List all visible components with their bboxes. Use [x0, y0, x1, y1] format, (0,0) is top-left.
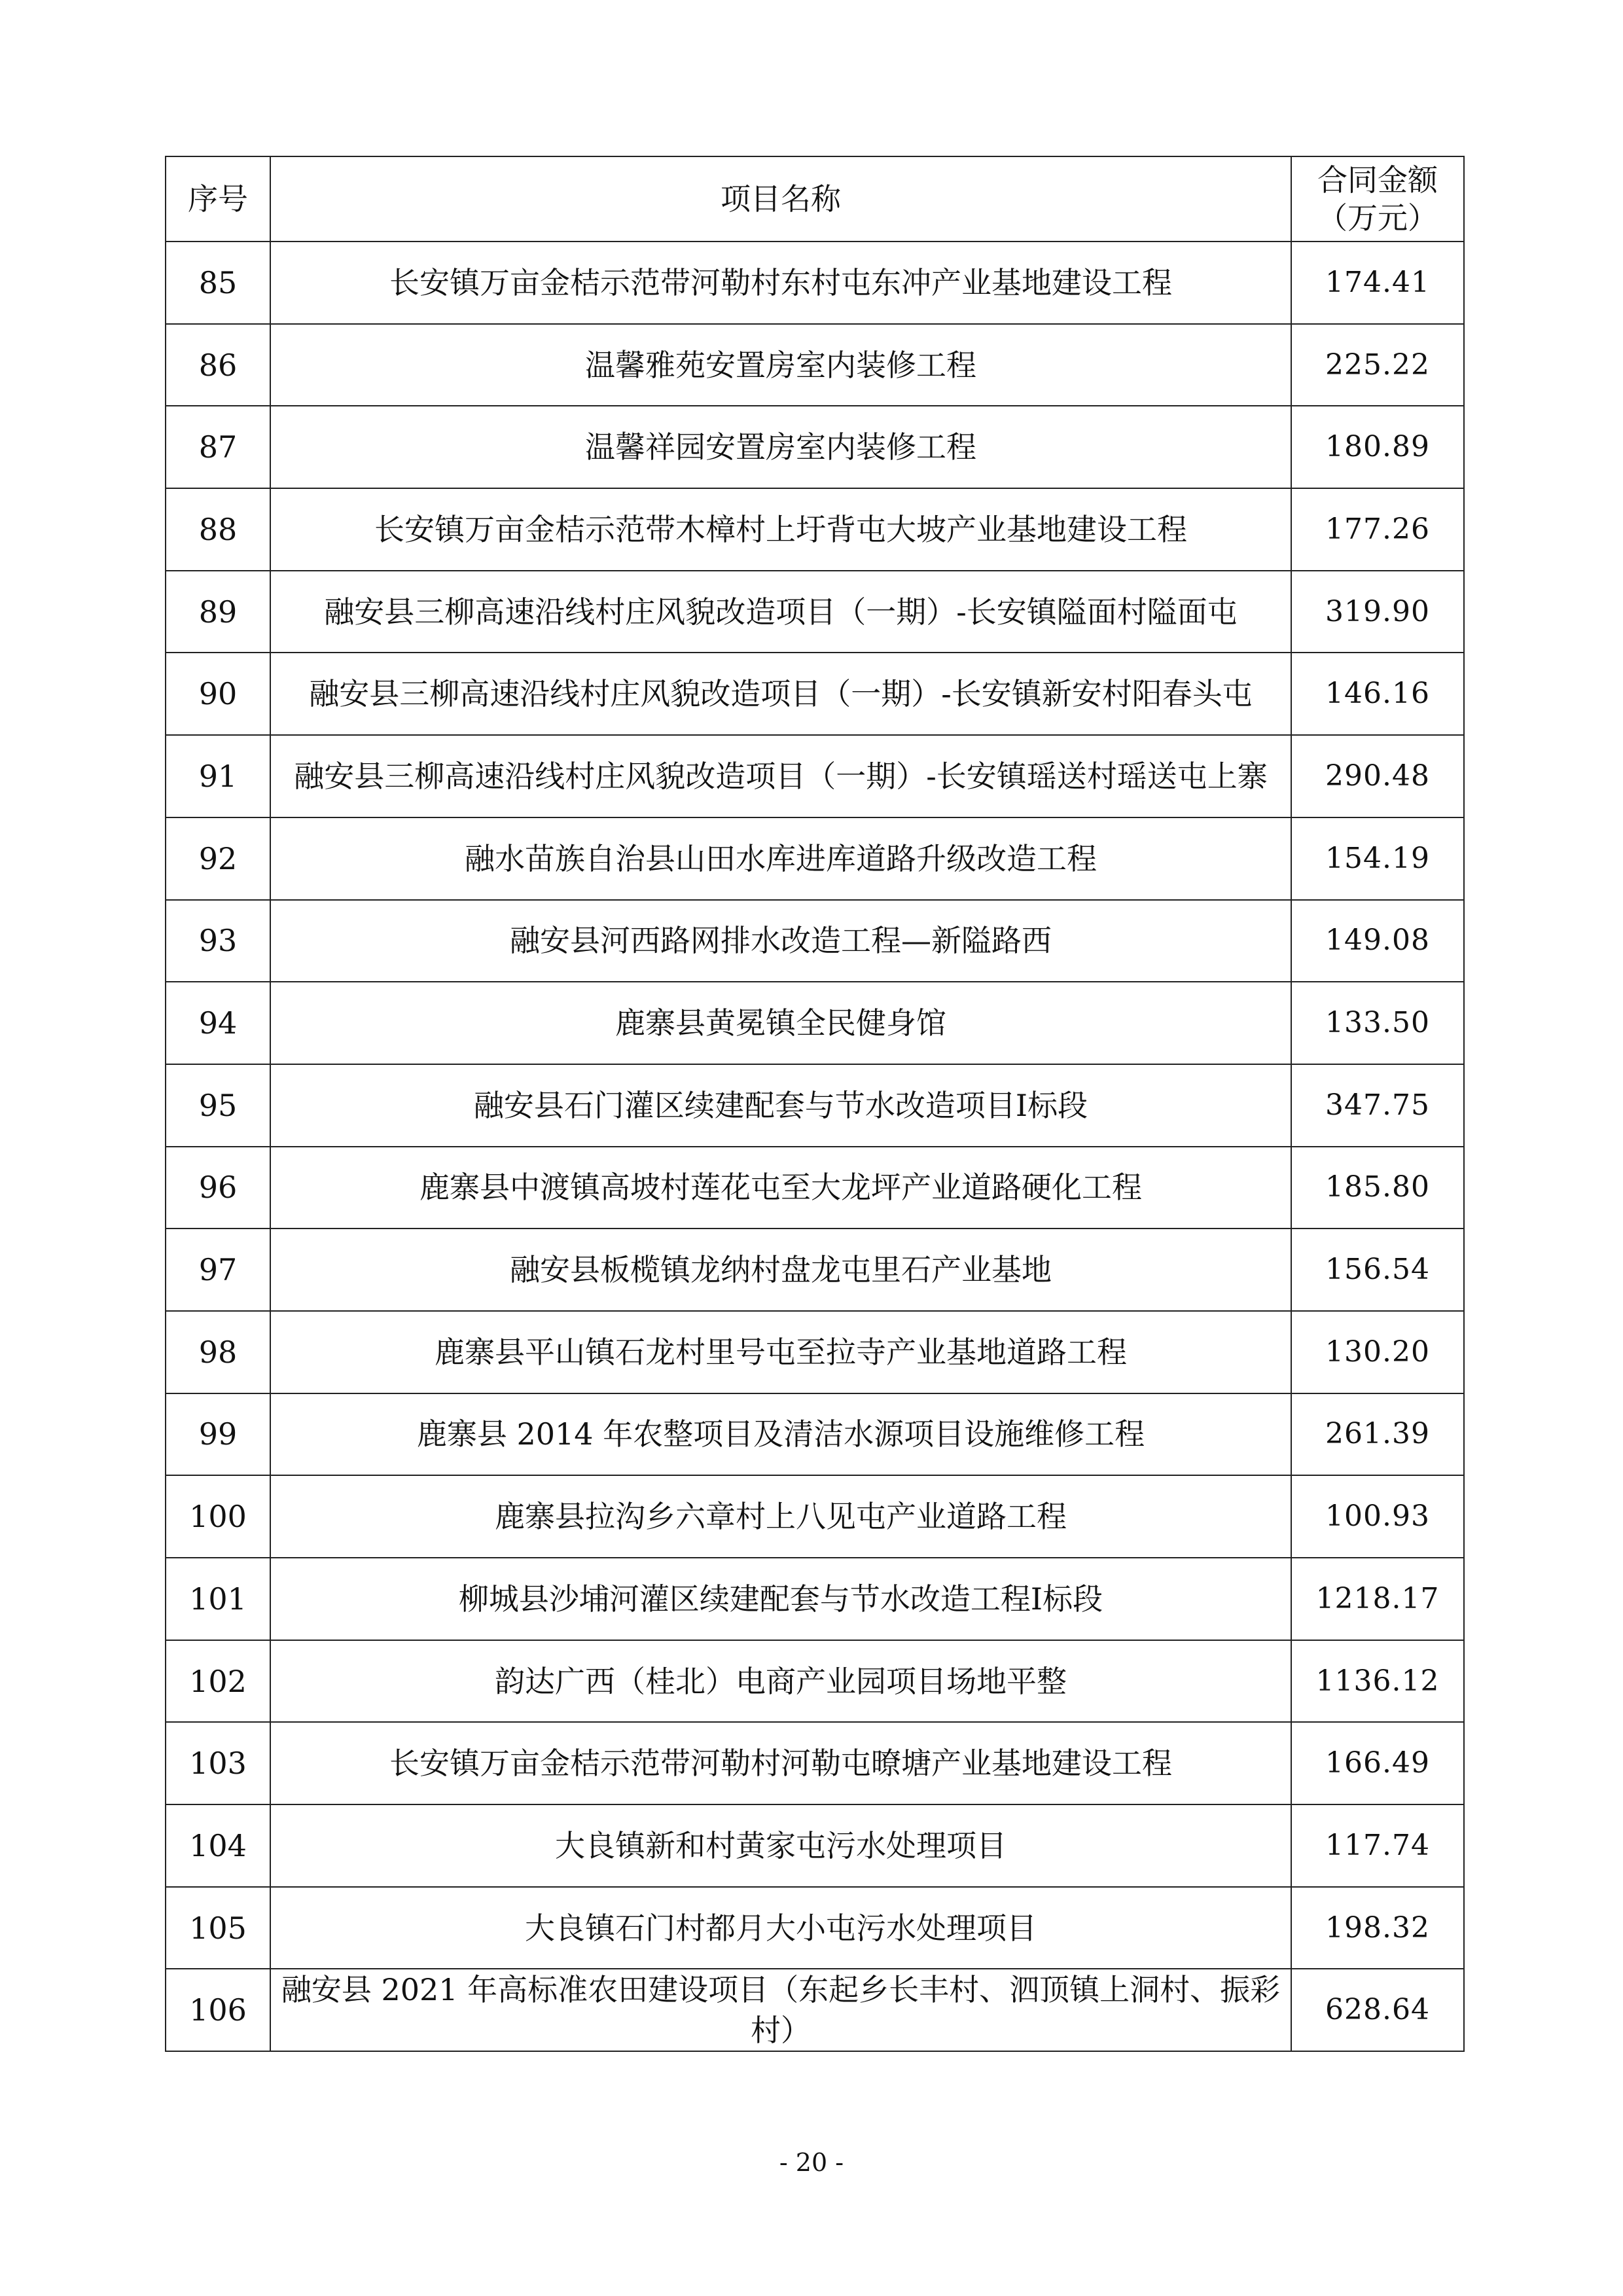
- cell-seq: 91: [166, 735, 270, 817]
- cell-seq: 90: [166, 653, 270, 735]
- table-header-row: [166, 156, 1464, 242]
- cell-project-name: 长安镇万亩金桔示范带木樟村上圩背屯大坡产业基地建设工程: [270, 488, 1291, 571]
- page-number: - 20 -: [779, 2148, 844, 2177]
- cell-project-name: 鹿寨县拉沟乡六章村上八见屯产业道路工程: [270, 1475, 1291, 1558]
- table-row: [166, 900, 1464, 982]
- table-body: [166, 242, 1464, 2051]
- cell-contract-amount: 130.20: [1291, 1311, 1464, 1393]
- cell-contract-amount: 117.74: [1291, 1804, 1464, 1887]
- cell-project-name: 融安县河西路网排水改造工程—新隘路西: [270, 900, 1291, 982]
- cell-seq: 97: [166, 1229, 270, 1311]
- table-row: [166, 1064, 1464, 1147]
- cell-project-name: 鹿寨县中渡镇高坡村莲花屯至大龙坪产业道路硬化工程: [270, 1147, 1291, 1229]
- table-row: [166, 1558, 1464, 1640]
- cell-seq: 87: [166, 406, 270, 488]
- cell-contract-amount: 225.22: [1291, 324, 1464, 406]
- cell-project-name: 融安县石门灌区续建配套与节水改造项目Ⅰ标段: [270, 1064, 1291, 1147]
- cell-seq: 100: [166, 1475, 270, 1558]
- cell-contract-amount: 319.90: [1291, 571, 1464, 653]
- cell-seq: 94: [166, 982, 270, 1064]
- cell-contract-amount: 149.08: [1291, 900, 1464, 982]
- cell-project-name: 融安县 2021 年高标准农田建设项目（东起乡长丰村、泗顶镇上洞村、振彩村）: [270, 1969, 1291, 2051]
- cell-project-name: 融水苗族自治县山田水库进库道路升级改造工程: [270, 817, 1291, 900]
- cell-seq: 86: [166, 324, 270, 406]
- cell-project-name: 长安镇万亩金桔示范带河勒村河勒屯暸塘产业基地建设工程: [270, 1722, 1291, 1804]
- cell-seq: 95: [166, 1064, 270, 1147]
- table-row: [166, 982, 1464, 1064]
- cell-seq: 99: [166, 1393, 270, 1476]
- table-row: [166, 653, 1464, 735]
- cell-contract-amount: 1218.17: [1291, 1558, 1464, 1640]
- header-contract-amount: 合同金额（万元）: [1291, 156, 1464, 242]
- cell-project-name: 融安县板榄镇龙纳村盘龙屯里石产业基地: [270, 1229, 1291, 1311]
- header-project-name: 项目名称: [270, 156, 1291, 242]
- table-row: [166, 571, 1464, 653]
- cell-project-name: 融安县三柳高速沿线村庄风貌改造项目（一期）-长安镇新安村阳春头屯: [270, 653, 1291, 735]
- cell-seq: 93: [166, 900, 270, 982]
- cell-contract-amount: 156.54: [1291, 1229, 1464, 1311]
- table-row: [166, 1804, 1464, 1887]
- cell-contract-amount: 146.16: [1291, 653, 1464, 735]
- cell-project-name: 韵达广西（桂北）电商产业园项目场地平整: [270, 1640, 1291, 1723]
- cell-project-name: 融安县三柳高速沿线村庄风貌改造项目（一期）-长安镇隘面村隘面屯: [270, 571, 1291, 653]
- cell-contract-amount: 198.32: [1291, 1887, 1464, 1969]
- cell-seq: 88: [166, 488, 270, 571]
- table-row: [166, 1887, 1464, 1969]
- table-row: [166, 488, 1464, 571]
- cell-seq: 104: [166, 1804, 270, 1887]
- table-row: [166, 1722, 1464, 1804]
- cell-seq: 98: [166, 1311, 270, 1393]
- cell-project-name: 温馨雅苑安置房室内装修工程: [270, 324, 1291, 406]
- cell-contract-amount: 177.26: [1291, 488, 1464, 571]
- cell-seq: 96: [166, 1147, 270, 1229]
- table-row: [166, 324, 1464, 406]
- cell-seq: 89: [166, 571, 270, 653]
- cell-seq: 105: [166, 1887, 270, 1969]
- table-row: [166, 1475, 1464, 1558]
- cell-seq: 102: [166, 1640, 270, 1723]
- project-contract-table: [165, 156, 1465, 2052]
- cell-contract-amount: 154.19: [1291, 817, 1464, 900]
- table-row: [166, 1311, 1464, 1393]
- cell-project-name: 鹿寨县黄冕镇全民健身馆: [270, 982, 1291, 1064]
- table-row: [166, 1640, 1464, 1723]
- cell-seq: 85: [166, 242, 270, 324]
- cell-seq: 106: [166, 1969, 270, 2051]
- header-seq: 序号: [166, 156, 270, 242]
- table-row: [166, 1147, 1464, 1229]
- table-row: [166, 1393, 1464, 1476]
- cell-project-name: 鹿寨县 2014 年农整项目及清洁水源项目设施维修工程: [270, 1393, 1291, 1476]
- cell-contract-amount: 261.39: [1291, 1393, 1464, 1476]
- cell-contract-amount: 133.50: [1291, 982, 1464, 1064]
- cell-project-name: 鹿寨县平山镇石龙村里号屯至拉寺产业基地道路工程: [270, 1311, 1291, 1393]
- cell-seq: 101: [166, 1558, 270, 1640]
- cell-contract-amount: 347.75: [1291, 1064, 1464, 1147]
- cell-project-name: 融安县三柳高速沿线村庄风貌改造项目（一期）-长安镇瑶送村瑶送屯上寨: [270, 735, 1291, 817]
- cell-contract-amount: 185.80: [1291, 1147, 1464, 1229]
- cell-contract-amount: 100.93: [1291, 1475, 1464, 1558]
- cell-contract-amount: 174.41: [1291, 242, 1464, 324]
- cell-project-name: 温馨祥园安置房室内装修工程: [270, 406, 1291, 488]
- table-row: [166, 1229, 1464, 1311]
- table-row: [166, 406, 1464, 488]
- cell-seq: 92: [166, 817, 270, 900]
- cell-project-name: 大良镇石门村都月大小屯污水处理项目: [270, 1887, 1291, 1969]
- table-row: [166, 1969, 1464, 2051]
- table-row: [166, 242, 1464, 324]
- cell-project-name: 长安镇万亩金桔示范带河勒村东村屯东冲产业基地建设工程: [270, 242, 1291, 324]
- cell-seq: 103: [166, 1722, 270, 1804]
- cell-contract-amount: 1136.12: [1291, 1640, 1464, 1723]
- cell-project-name: 大良镇新和村黄家屯污水处理项目: [270, 1804, 1291, 1887]
- cell-contract-amount: 180.89: [1291, 406, 1464, 488]
- cell-contract-amount: 628.64: [1291, 1969, 1464, 2051]
- cell-project-name: 柳城县沙埔河灌区续建配套与节水改造工程Ⅰ标段: [270, 1558, 1291, 1640]
- table-row: [166, 817, 1464, 900]
- cell-contract-amount: 166.49: [1291, 1722, 1464, 1804]
- cell-contract-amount: 290.48: [1291, 735, 1464, 817]
- table-row: [166, 735, 1464, 817]
